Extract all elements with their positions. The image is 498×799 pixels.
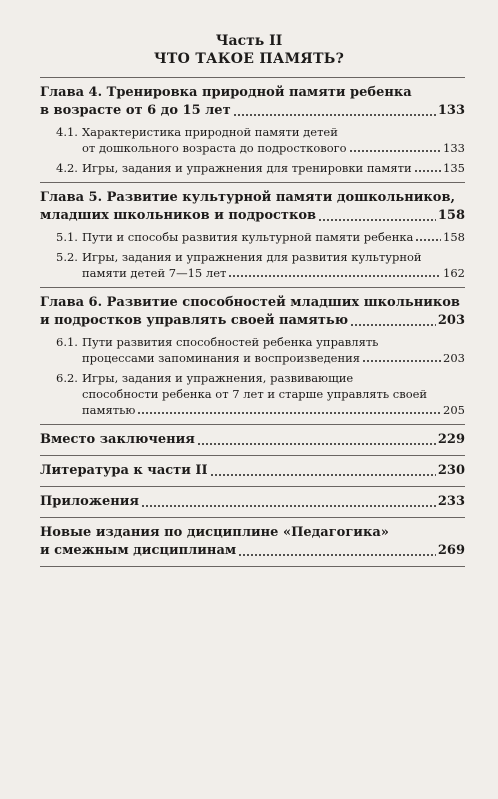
page-number: 158 <box>443 230 465 244</box>
dot-leader <box>228 275 441 277</box>
section-number: 6.2. <box>56 371 78 385</box>
chapter-title-line: в возрасте от 6 до 15 лет <box>40 103 231 118</box>
page-number: 158 <box>437 208 465 223</box>
dot-leader <box>362 360 441 362</box>
page-number: 229 <box>437 432 465 447</box>
chapter-title-line: и подростков управлять своей памятью <box>40 313 349 328</box>
section-title-line: Игры, задания и упражнения для развития культурной <box>82 250 422 264</box>
section-title-line: способности ребенка от 7 лет и старше управлять своей <box>82 387 428 401</box>
toc-section-4-1[interactable] <box>40 124 465 156</box>
toc-block-literature <box>40 456 465 487</box>
page-number: 230 <box>437 463 465 478</box>
page-number: 203 <box>443 351 465 365</box>
page-number: 133 <box>443 141 465 155</box>
section-title-line: памяти детей 7—15 лет <box>82 266 227 280</box>
toc-section-5-1[interactable] <box>40 229 465 245</box>
section-number: 5.1. <box>56 230 78 244</box>
dot-leader <box>414 170 441 172</box>
page-number: 233 <box>437 494 465 509</box>
toc-conclusion[interactable] <box>40 431 465 449</box>
section-number: 6.1. <box>56 335 78 349</box>
toc-new-editions[interactable] <box>40 524 465 560</box>
page-number: 133 <box>437 103 465 118</box>
part-title: ЧТО ТАКОЕ ПАМЯТЬ? <box>153 51 345 67</box>
section-number: 4.1. <box>56 125 78 139</box>
dot-leader <box>210 474 436 476</box>
dot-leader <box>137 412 441 414</box>
toc-appendix[interactable] <box>40 493 465 511</box>
section-title-line: от дошкольного возраста до подросткового <box>82 141 347 155</box>
section-header <box>0 33 498 68</box>
page-number: 269 <box>437 543 465 558</box>
dot-leader <box>415 239 441 241</box>
section-number: 4.2. <box>56 161 78 175</box>
toc-section-5-2[interactable] <box>40 249 465 281</box>
dot-leader <box>349 150 441 152</box>
page-number: 135 <box>443 161 465 175</box>
section-title-line: памятью <box>82 403 136 417</box>
toc-block-chapter-4 <box>40 77 465 183</box>
toc-block-chapter-6 <box>40 288 465 425</box>
entry-title-line: и смежным дисциплинам <box>40 543 237 558</box>
chapter-title-line: Глава 5. Развитие культурной памяти дошкольников, <box>40 190 456 205</box>
part-label: Часть II <box>215 33 283 49</box>
dot-leader <box>238 554 436 556</box>
toc-block-chapter-5 <box>40 183 465 288</box>
toc-section-4-2[interactable] <box>40 160 465 176</box>
dot-leader <box>233 114 436 116</box>
table-of-contents <box>40 77 465 567</box>
entry-title: Литература к части II <box>40 463 208 478</box>
section-title-line: Характеристика природной памяти детей <box>82 125 338 139</box>
chapter-title-line: Глава 4. Тренировка природной памяти ребенка <box>40 85 412 100</box>
page-number: 162 <box>443 266 465 280</box>
chapter-title-line: младших школьников и подростков <box>40 208 317 223</box>
chapter-title-line: Глава 6. Развитие способностей младших школьников <box>40 295 460 310</box>
entry-title: Приложения <box>40 494 140 509</box>
dot-leader <box>350 324 436 326</box>
entry-title-line: Новые издания по дисциплине «Педагогика» <box>40 525 389 540</box>
toc-chapter-4[interactable] <box>40 84 465 120</box>
section-number: 5.2. <box>56 250 78 264</box>
dot-leader <box>141 505 436 507</box>
page-number: 203 <box>437 313 465 328</box>
toc-block-conclusion <box>40 425 465 456</box>
section-title-line: Игры, задания и упражнения для тренировки памяти <box>82 161 412 175</box>
toc-block-appendix <box>40 487 465 518</box>
section-title-line: процессами запоминания и воспроизведения <box>82 351 361 365</box>
dot-leader <box>197 443 436 445</box>
dot-leader <box>318 219 436 221</box>
section-title-line: Игры, задания и упражнения, развивающие <box>82 371 354 385</box>
section-title-line: Пути и способы развития культурной памяти ребенка <box>82 230 414 244</box>
toc-chapter-6[interactable] <box>40 294 465 330</box>
page-number: 205 <box>443 403 465 417</box>
toc-block-new-editions <box>40 518 465 567</box>
toc-section-6-1[interactable] <box>40 334 465 366</box>
entry-title: Вместо заключения <box>40 432 195 447</box>
toc-section-6-2[interactable] <box>40 370 465 418</box>
section-title-line: Пути развития способностей ребенка управлять <box>82 335 379 349</box>
toc-chapter-5[interactable] <box>40 189 465 225</box>
toc-literature[interactable] <box>40 462 465 480</box>
